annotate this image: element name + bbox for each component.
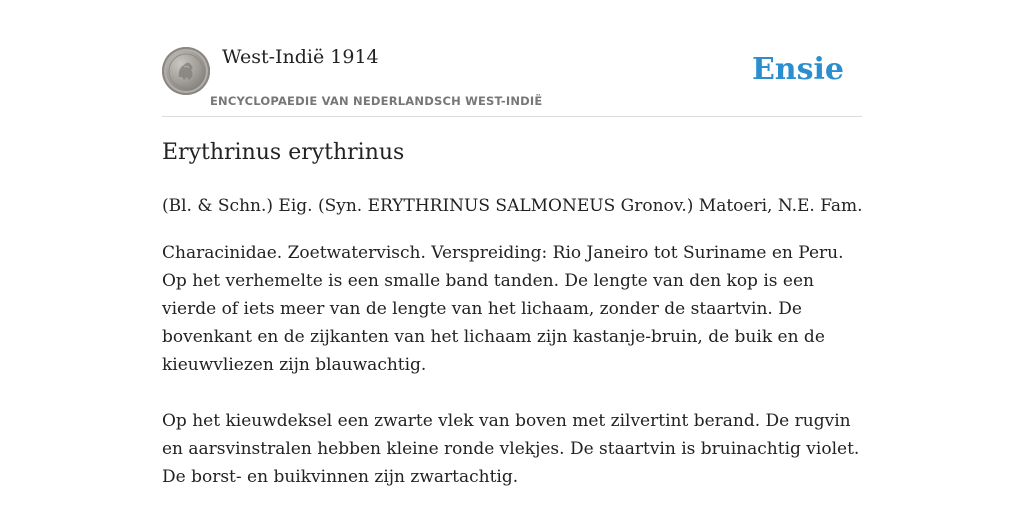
article-paragraph-1: (Bl. & Schn.) Eig. (Syn. ERYTHRINUS SALMONEUS Gronov.) Matoeri, N.E. Fam. — [162, 196, 863, 216]
article-paragraph-2: Characinidae. Zoetwatervisch. Verspreiding: Rio Janeiro tot Suriname en Peru. Op het verhemelte is een smalle band tanden. De lengte van den kop is een vierde of iets meer van de lengte van het lichaam, zonder de staartvin. De bovenkant en de zijkanten van het lichaam zijn kastanje-bruin, de buik en de kieuwvliezen zijn blauwachtig. — [162, 243, 844, 375]
article-title: Erythrinus erythrinus — [162, 140, 405, 165]
article-paragraph-3: Op het kieuwdeksel een zwarte vlek van boven met zilvertint berand. De rugvin en aarsvinstralen hebben kleine ronde vlekjes. De staartvin is bruinachtig violet. De borst- en buikvinnen zijn zwartachtig. — [162, 411, 860, 487]
coin-seal-icon[interactable] — [162, 47, 210, 95]
book-title[interactable]: West-Indië 1914 — [222, 46, 379, 68]
lion-emblem — [162, 47, 210, 95]
brand-logo-link[interactable]: Ensie — [751, 52, 844, 87]
book-subtitle: ENCYCLOPAEDIE VAN NEDERLANDSCH WEST-INDIË — [210, 94, 543, 108]
page-header — [162, 46, 862, 117]
